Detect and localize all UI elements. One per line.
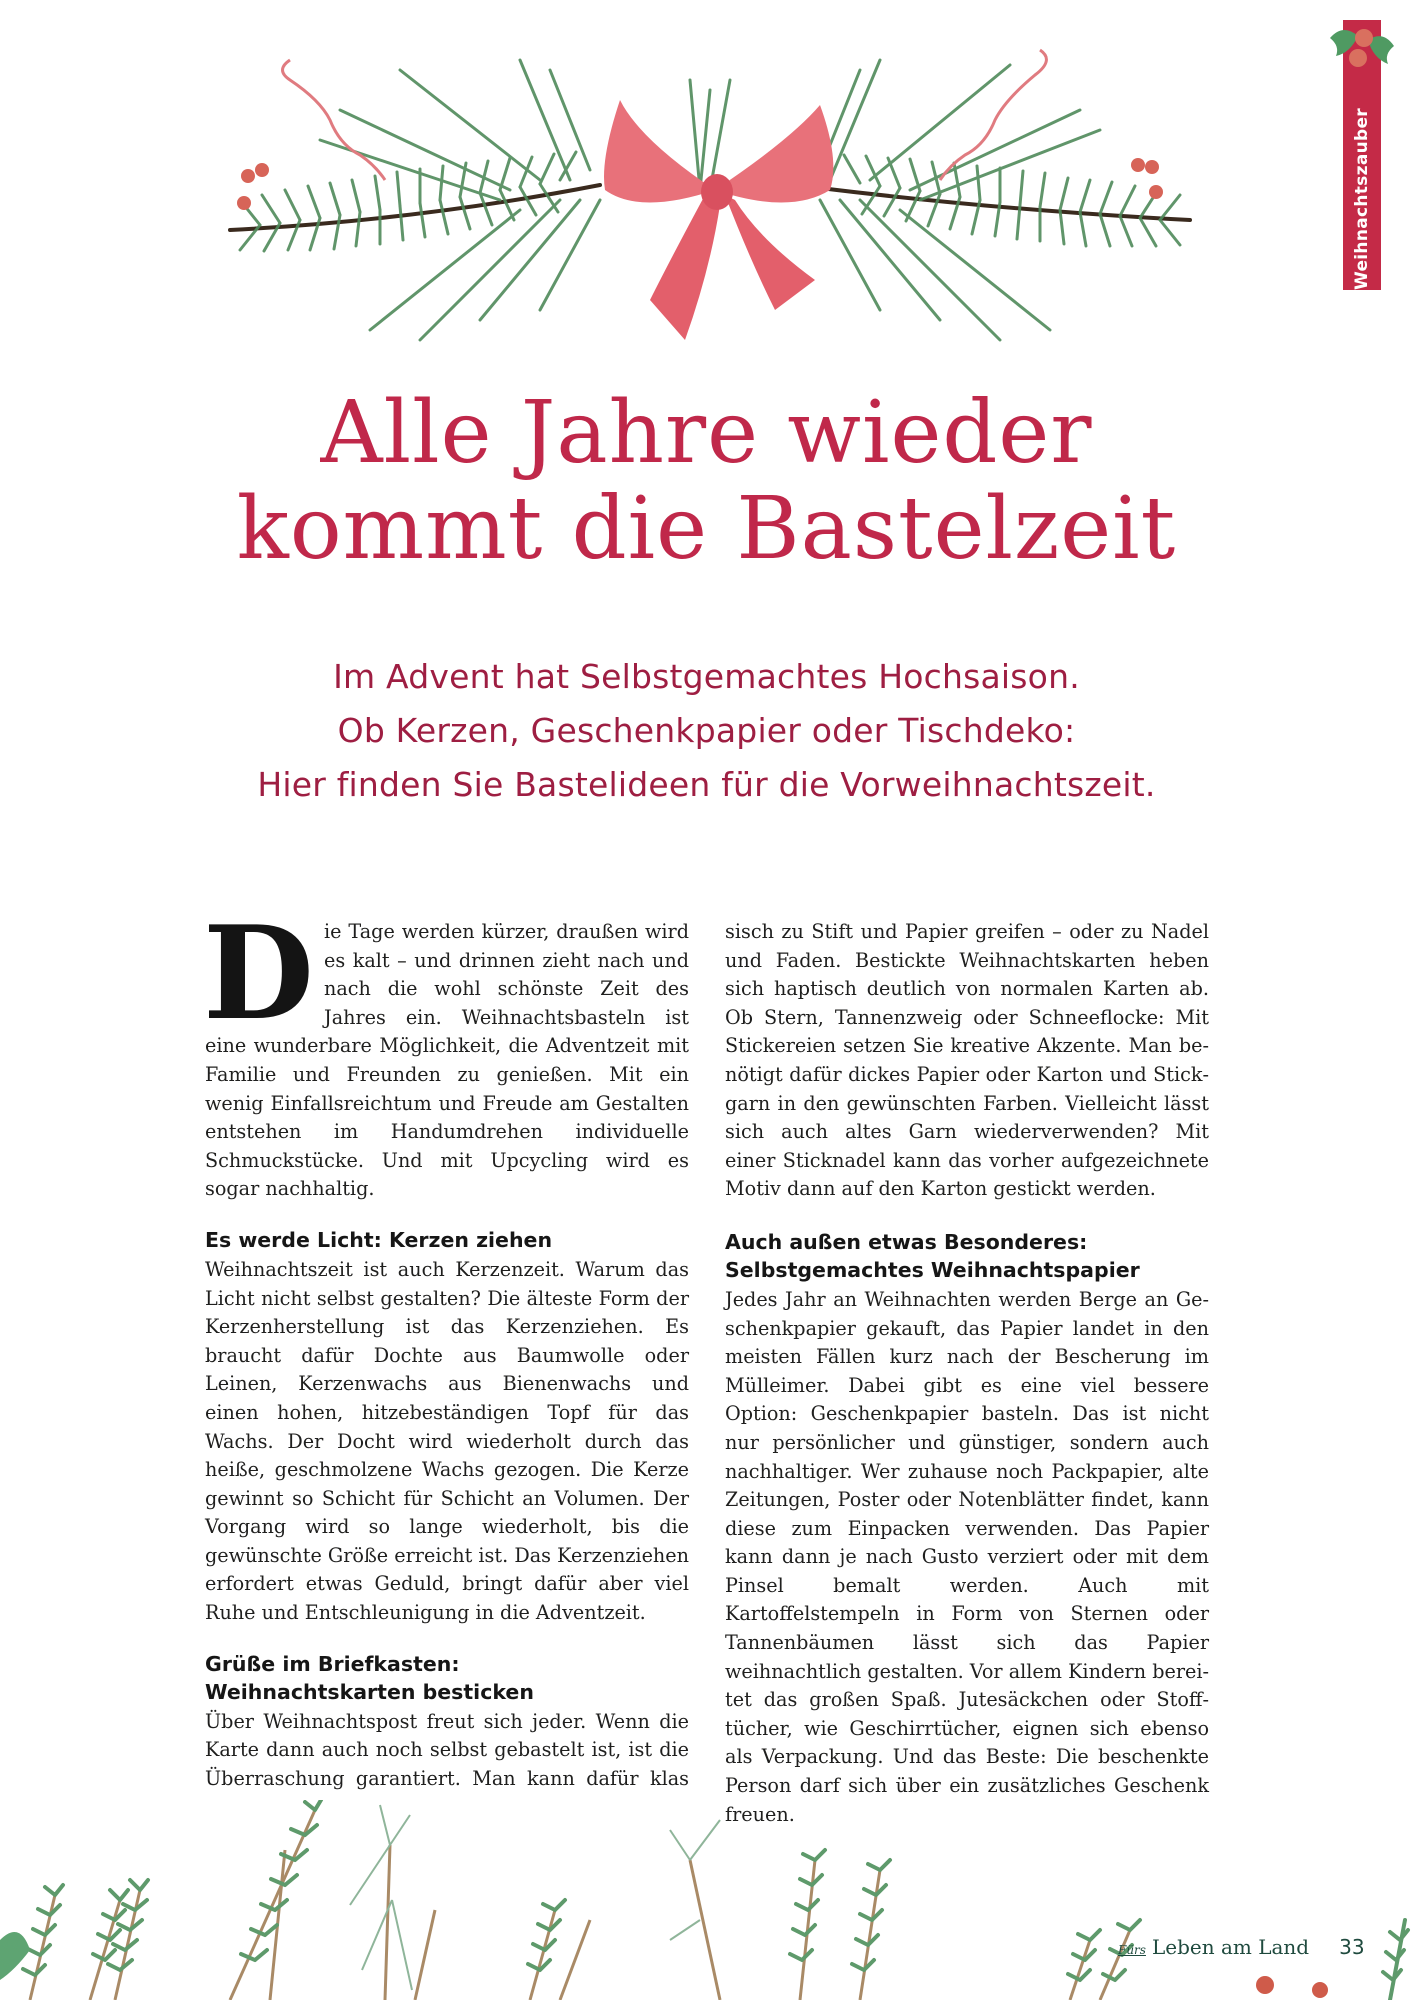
section-body-karten-part-2: sisch zu Stift und Papier greifen – oder zu Nadel und Faden. Bestickte Weihnachtskarten heben sich haptisch deutlich von normalen Karten ab. Ob Stern, Tannenzweig oder Schneeflocke: Mit Stickereien setzen Sie kreative Akzente. Man benötigt dafür dickes Papier oder Karton und Stickgarn in den gewünschten Farben. Vielleicht lässt sich auch altes Garn wiederverwenden? Mit einer Sticknadel kann das vorher aufgezeichnete Motiv dann auf den Karton gestickt werden. [725, 920, 1209, 1201]
section-heading-karten-line-1: Grüße im Briefkasten: [205, 1651, 460, 1676]
section-heading-papier-line-2: Selbstgemachtes Weihnachtspapier [725, 1257, 1140, 1282]
intro-paragraph [203, 899, 689, 1204]
drop-cap: D [203, 899, 314, 1049]
section-body-papier: Jedes Jahr an Weihnachten werden Berge an Geschenkpapier gekauft, das Papier landet in den meisten Fällen kurz nach der Bescherung im Mülleimer. Dabei gibt es eine viel bessere Option: Geschenkpapier basteln. Das ist nicht nur persönlicher und günstiger, sondern auch nachhaltiger. Wer zuhause noch Packpapier, alte Zeitungen, Poster oder Notenblätter findet, kann diese zum Einpacken verwenden. Das Papier kann dann je nach Gusto verziert oder mit dem Pinsel bemalt werden. Auch mit Kartoffelstempeln in Form von Sternen oder Tannenbäumen lässt sich das Papier weihnachtlich gestalten. Vor allem Kindern bereitet das großen Spaß. Jutesäckchen oder Stofftücher, wie Geschirrtücher, eignen sich ebenso als Verpackung. Und das Beste: Die beschenkte Person darf sich über ein zusätzliches Geschenk freuen. [725, 1287, 1209, 1826]
lead-line-2: Ob Kerzen, Geschenkpapier oder Tischdeko: [337, 711, 1076, 750]
article-column-right [725, 918, 1209, 1829]
lead-paragraph [150, 650, 1263, 812]
page-number: 33 [1339, 1935, 1365, 1959]
section-body-kerzen: Weihnachtszeit ist auch Kerzenzeit. Warum das Licht nicht selbst gestalten? Die älteste Form der Kerzenherstellung ist das Kerzenziehen. Es braucht dafür Dochte aus Baumwolle oder Leinen, Kerzenwachs aus Bienenwachs und einen hohen, hitzebeständigen Topf für das Wachs. Der Docht wird wiederholt durch das heiße, geschmolzene Wachs gezogen. Die Kerze gewinnt so Schicht für Schicht an Volumen. Der Vorgang wird so lange wiederholt, bis die gewünschte Größe erreicht ist. Das Kerzenziehen erfordert etwas Geduld, bringt dafür aber viel Ruhe und Entschleunigung in die Adventzeit. [205, 1257, 689, 1625]
page-title [100, 385, 1313, 577]
page-footer [1118, 1935, 1365, 1965]
footer-prefix: Fürs [1118, 1943, 1146, 1957]
title-line-1: Alle Jahre wieder [320, 383, 1093, 483]
lead-line-1: Im Advent hat Selbstgemachtes Hochsaison. [333, 657, 1080, 696]
title-line-2: kommt die Bastelzeit [236, 479, 1177, 579]
section-heading-papier-line-1: Auch außen etwas Besonderes: [725, 1229, 1088, 1254]
section-heading-papier [725, 1228, 1209, 1284]
garland-bow-icon [220, 40, 1200, 350]
section-tab-label [1343, 20, 1381, 290]
lead-line-3: Hier finden Sie Bastelideen für die Vorweihnachtszeit. [257, 765, 1156, 804]
magazine-brand: Leben am Land [1151, 1935, 1310, 1959]
fir-branches-icon [0, 1800, 1413, 2000]
section-tab-text: Weihnachtszauber [1352, 108, 1372, 290]
section-body-karten-part-1: Über Weihnachtspost freut sich jeder. Wenn die Karte dann auch noch selbst gebastelt ist, ist die Überraschung garantiert. Man kann dafür klas [205, 1709, 689, 1790]
article-column-left [203, 899, 689, 1793]
section-heading-karten-line-2: Weihnachtskarten besticken [205, 1679, 534, 1704]
section-heading-kerzen: Es werde Licht: Kerzen ziehen [205, 1227, 553, 1252]
intro-text: ie Tage werden kürzer, draußen wird es kalt – und drinnen zieht nach und nach die wohl schönste Zeit des Jahres ein. Weihnachtsbasteln ist eine wunderbare Möglichkeit, die Adventzeit mit Familie und Freunden zu genießen. Mit ein wenig Einfallsreichtum und Freude am Gestalten entstehen im Handumdrehen individuelle Schmuckstücke. Und mit Upcycling wird es sogar nachhaltig. [205, 920, 689, 1201]
section-heading-karten [205, 1650, 689, 1706]
